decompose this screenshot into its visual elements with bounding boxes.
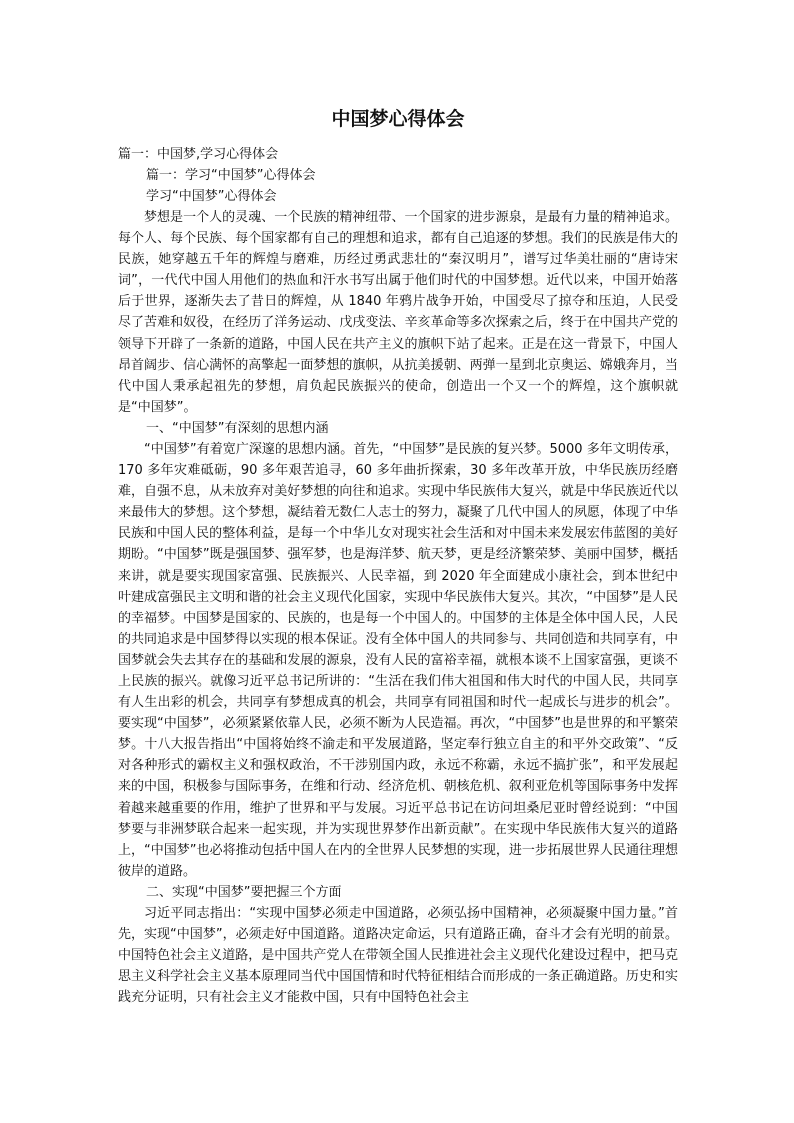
subheading-2: 二、实现“中国梦”要把握三个方面 (146, 884, 342, 900)
body-paragraph-1: 梦想是一个人的灵魂、一个民族的精神纽带、一个国家的进步源泉，是最有力量的精神追求。每个人、每个民族、每个国家都有自己的理想和追求，都有自己追逐的梦想。我们的民族是伟大的民族，她穿越五千年的辉煌与磨难，历经过勇武悲壮的“秦汉明月”，谱写过华美壮丽的“唐诗宋词”，一代代中国人用他们的热血和汗水书写出属于他们时代的中国梦想。近代以来，中国开始落后于世界，逐渐失去了昔日的辉煌，从 1840 年鸦片战争开始，中国受尽了掠夺和压迫，人民受尽了苦难和奴役，在经历了洋务运动、戊戌变法、辛亥革命等多次探索之后，终于在中国共产党的领导下开辟了一条新的道路，中国人民在共产主义的旗帜下站了起来。正是在这一背景下，中国人昂首阔步、信心满怀的高擎起一面梦想的旗帜，从抗美援朝、两弹一星到北京奥运、嫦娥奔月，当代中国人秉承起祖先的梦想，肩负起民族振兴的使命，创造出一个又一个的辉煌，这个旗帜就是“中国梦”。 (118, 210, 678, 415)
document-page (118, 104, 678, 1008)
document-title: 中国梦心得体会 (331, 108, 465, 130)
subheading-1: 一、“中国梦”有深刻的思想内涵 (146, 420, 329, 436)
section-heading-3: 学习“中国梦”心得体会 (146, 189, 277, 204)
section-heading-2: 篇一：学习“中国梦”心得体会 (146, 168, 316, 183)
section-heading-1: 篇一：中国梦,学习心得体会 (118, 147, 279, 162)
body-paragraph-3: 习近平同志指出：“实现中国梦必须走中国道路，必须弘扬中国精神，必须凝聚中国力量。”首先，实现“中国梦”，必须走好中国道路。道路决定命运，只有道路正确，奋斗才会有光明的前景。中国特色社会主义道路，是中国共产党人在带领全国人民推进社会主义现代化建设过程中，把马克思主义科学社会主义基本原理同当代中国国情和时代特征相结合而形成的一条正确道路。历史和实践充分证明，只有社会主义才能救中国，只有中国特色社会主 (118, 905, 678, 1006)
body-paragraph-2: “中国梦”有着宽广深邃的思想内涵。首先，“中国梦”是民族的复兴梦。5000 多年文明传承，170 多年灾难砥砺，90 多年艰苦追寻，60 多年曲折探索，30 多年改革开放，中华民族历经磨难，自强不息，从未放弃对美好梦想的向往和追求。实现中华民族伟大复兴，就是中华民族近代以来最伟大的梦想。这个梦想，凝结着无数仁人志士的努力，凝聚了几代中国人的夙愿，体现了中华民族和中国人民的整体利益，是每一个中华儿女对现实社会生活和对中国未来发展宏伟蓝图的美好期盼。“中国梦”既是强国梦、强军梦，也是海洋梦、航天梦，更是经济繁荣梦、美丽中国梦，概括来讲，就是要实现国家富强、民族振兴、人民幸福，到 2020 年全面建成小康社会，到本世纪中叶建成富强民主文明和谐的社会主义现代化国家，实现中华民族伟大复兴。其次，“中国梦”是人民的幸福梦。中国梦是国家的、民族的，也是每一个中国人的。中国梦的主体是全体中国人民，人民的共同追求是中国梦得以实现的根本保证。没有全体中国人的共同参与、共同创造和共同享有，中国梦就会失去其存在的基础和发展的源泉，没有人民的富裕幸福，就根本谈不上国家富强，更谈不上民族的振兴。就像习近平总书记所讲的：“生活在我们伟大祖国和伟大时代的中国人民，共同享有人生出彩的机会，共同享有梦想成真的机会，共同享有同祖国和时代一起成长与进步的机会”。要实现“中国梦”，必须紧紧依靠人民，必须不断为人民造福。再次，“中国梦”也是世界的和平繁荣梦。十八大报告指出“中国将始终不渝走和平发展道路，坚定奉行独立自主的和平外交政策”、“反对各种形式的霸权主义和强权政治，不干涉别国内政，永远不称霸，永远不搞扩张”，和平发展起来的中国，积极参与国际事务，在维和行动、经济危机、朝核危机、叙利亚危机等国际事务中发挥着越来越重要的作用，维护了世界和平与发展。习近平总书记在访问坦桑尼亚时曾经说到：“中国梦要与非洲梦联合起来一起实现，并为实现世界梦作出新贡献”。在实现中华民族伟大复兴的道路上，“中国梦”也必将推动包括中国人在内的全世界人民梦想的实现，进一步拓展世界人民通往理想彼岸的道路。 (118, 441, 678, 879)
